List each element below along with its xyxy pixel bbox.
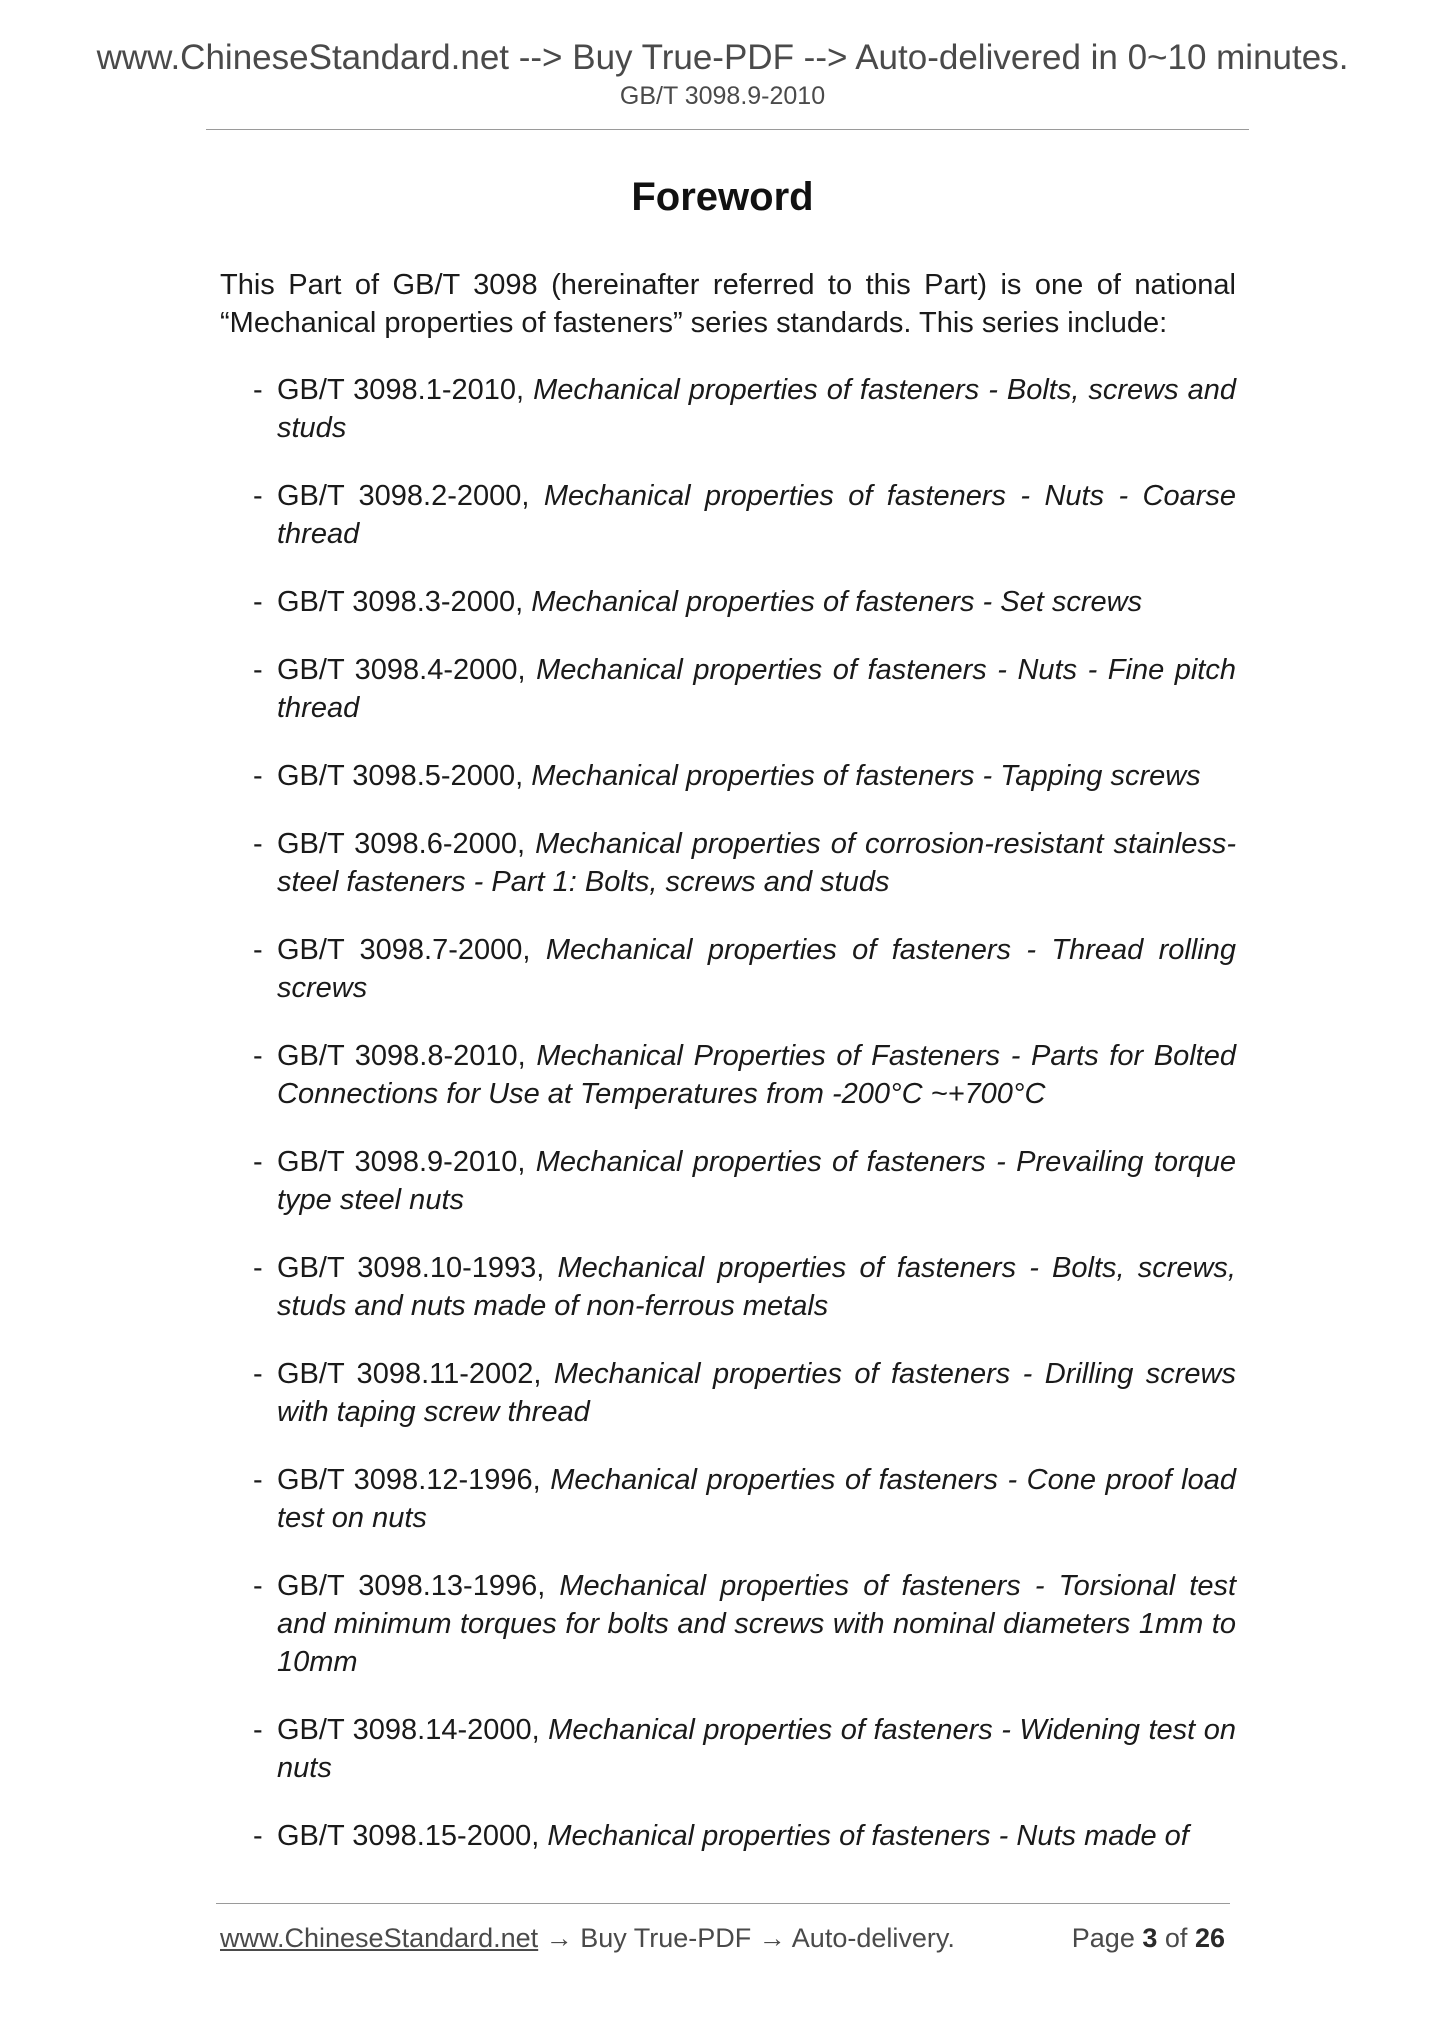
list-dash: - [253,1570,263,1602]
page-number: 3 [1142,1923,1158,1953]
standard-code: GB/T 3098.1-2010, [277,374,525,406]
standard-title: Mechanical properties of fasteners - Drilling screws with taping screw thread [277,1358,1236,1428]
standard-title: Mechanical properties of fasteners - Nuts made of [547,1820,1189,1852]
list-dash: - [253,1040,263,1072]
standard-code: GB/T 3098.7-2000, [277,934,531,966]
standard-code: GB/T 3098.11-2002, [277,1358,542,1390]
footer-delivery-text: Auto-delivery. [791,1923,955,1953]
standard-title: Mechanical properties of fasteners - Prevailing torque type steel nuts [277,1146,1236,1216]
list-dash: - [253,586,263,618]
standard-code: GB/T 3098.14-2000, [277,1714,540,1746]
list-dash: - [253,1464,263,1496]
intro-paragraph: This Part of GB/T 3098 (hereinafter referred to this Part) is one of national “Mechanical properties of fasteners” series standards. This series include: [220,269,1236,339]
list-dash: - [253,654,263,686]
arrow-icon: → [758,1923,786,1953]
standards-list [253,371,1236,1885]
list-item [253,1143,1236,1219]
total-pages: 26 [1194,1923,1225,1953]
header-doc-id: GB/T 3098.9-2010 [619,82,826,110]
arrow-icon: → [545,1923,573,1953]
list-dash: - [253,760,263,792]
page-title: Foreword [631,175,814,219]
header-divider [206,129,1249,130]
footer-links [220,1923,955,1954]
standard-code: GB/T 3098.15-2000, [277,1820,540,1852]
standard-code: GB/T 3098.10-1993, [277,1252,545,1284]
list-dash: - [253,1252,263,1284]
standard-title: Mechanical properties of fasteners - Bolts, screws, studs and nuts made of non-ferrous metals [277,1252,1236,1322]
list-dash: - [253,1146,263,1178]
list-item [253,1249,1236,1325]
standard-title: Mechanical properties of fasteners - Cone proof load test on nuts [277,1464,1236,1534]
list-item [253,757,1236,795]
footer-buy-text: Buy True-PDF [580,1923,752,1953]
list-item [253,825,1236,901]
list-item [253,371,1236,447]
standard-code: GB/T 3098.8-2010, [277,1040,526,1072]
standard-code: GB/T 3098.6-2000, [277,828,526,860]
standard-title: Mechanical properties of fasteners - Nuts - Fine pitch thread [277,654,1236,724]
list-dash: - [253,934,263,966]
list-item [253,583,1236,621]
footer-site-link[interactable]: www.ChineseStandard.net [220,1923,539,1953]
of-label: of [1164,1923,1188,1953]
list-dash: - [253,374,263,406]
list-item [253,1461,1236,1537]
standard-title: Mechanical properties of fasteners - Torsional test and minimum torques for bolts and screws with nominal diameters 1mm to 10mm [277,1570,1237,1678]
list-item [253,1567,1236,1681]
list-dash: - [253,1820,263,1852]
standard-title: Mechanical Properties of Fasteners - Parts for Bolted Connections for Use at Temperatures from -200°C ~+700°C [277,1040,1236,1110]
list-item [253,1711,1236,1787]
list-dash: - [253,828,263,860]
list-dash: - [253,1358,263,1390]
standard-code: GB/T 3098.4-2000, [277,654,526,686]
standard-title: Mechanical properties of fasteners - Widening test on nuts [277,1714,1236,1784]
list-item [253,931,1236,1007]
standard-title: Mechanical properties of fasteners - Tapping screws [531,760,1201,792]
standard-code: GB/T 3098.13-1996, [277,1570,546,1602]
page-label: Page [1071,1923,1135,1953]
list-item [253,1037,1236,1113]
standard-code: GB/T 3098.12-1996, [277,1464,541,1496]
standard-code: GB/T 3098.5-2000, [277,760,524,792]
standard-title: Mechanical properties of corrosion-resistant stainless-steel fasteners - Part 1: Bolts, screws and studs [277,828,1236,898]
header-banner[interactable]: www.ChineseStandard.net --> Buy True-PDF --> Auto-delivered in 0~10 minutes. [96,38,1349,77]
standard-code: GB/T 3098.2-2000, [277,480,530,512]
list-item [253,1355,1236,1431]
standard-code: GB/T 3098.9-2010, [277,1146,526,1178]
list-dash: - [253,480,263,512]
standard-title: Mechanical properties of fasteners - Set screws [531,586,1143,618]
list-item [253,651,1236,727]
list-item [253,477,1236,553]
standard-code: GB/T 3098.3-2000, [277,586,524,618]
standard-title: Mechanical properties of fasteners - Bolts, screws and studs [277,374,1236,444]
page-indicator [1072,1923,1225,1954]
footer-divider [216,1903,1230,1904]
standard-title: Mechanical properties of fasteners - Thread rolling screws [277,934,1236,1004]
standard-title: Mechanical properties of fasteners - Nuts - Coarse thread [277,480,1236,550]
list-dash: - [253,1714,263,1746]
list-item [253,1817,1236,1855]
